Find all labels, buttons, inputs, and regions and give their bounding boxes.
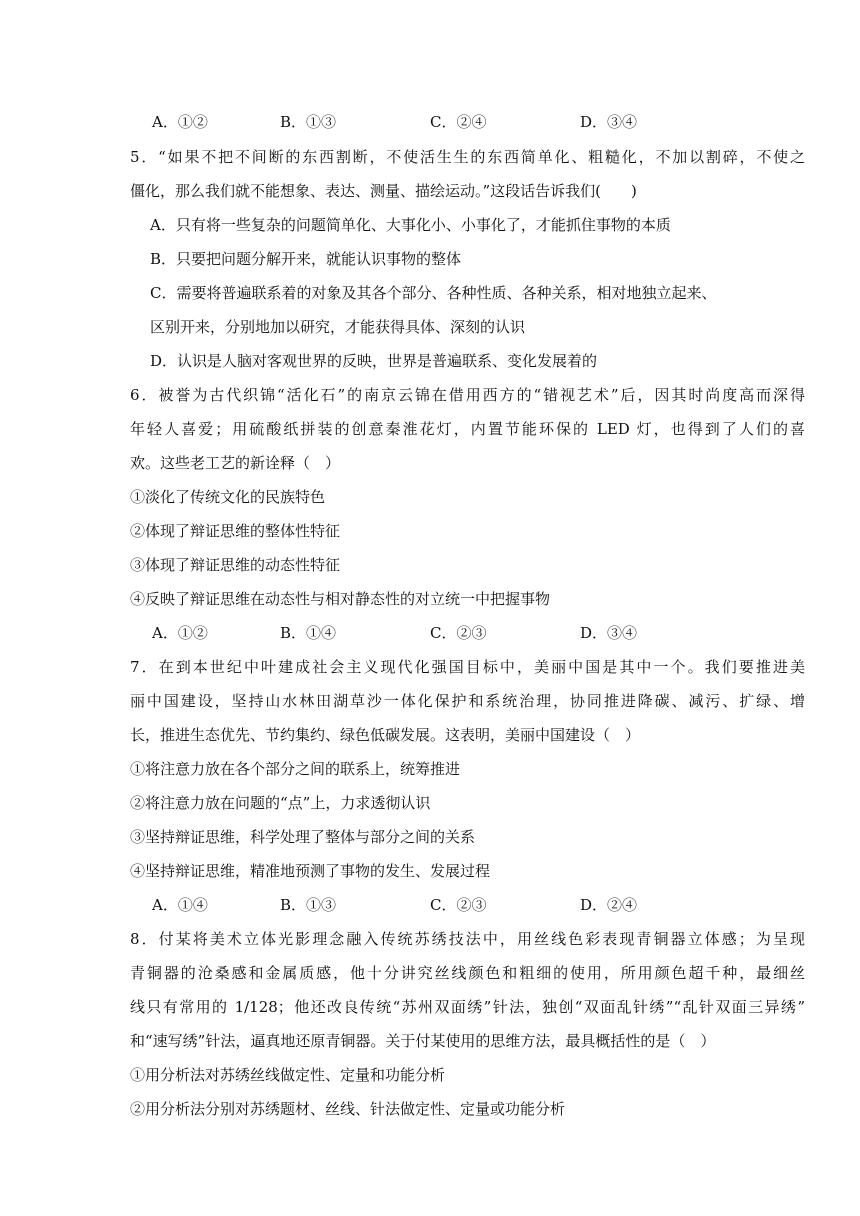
q6-option-d: D．③④ [580,624,638,642]
q4-option-a: A．①② [152,113,208,131]
q7-item-3: ③坚持辩证思维，科学处理了整体与部分之间的关系 [130,828,476,846]
q6-stem-line-2: 年轻人喜爱；用硫酸纸拼装的创意秦淮花灯，内置节能环保的 LED 灯，也得到了人们的喜 [130,420,805,438]
q7-option-b: B．①③ [280,896,337,914]
q6-item-3: ③体现了辩证思维的动态性特征 [130,556,341,574]
q7-stem-line-3: 长，推进生态优先、节约集约、绿色低碳发展。这表明，美丽中国建设（ ） [130,726,641,744]
q5-option-c: C．需要将普遍联系着的对象及其各个部分、各种性质、各种关系，相对地独立起来、 [150,284,717,302]
q6-stem-line-1: 6．被誉为古代织锦“活化石”的南京云锦在借用西方的“错视艺术”后，因其时尚度高而深得 [130,386,805,404]
q7-item-1: ①将注意力放在各个部分之间的联系上，统筹推进 [130,760,461,778]
q7-options [0,895,860,915]
q8-stem-line-1: 8．付某将美术立体光影理念融入传统苏绣技法中，用丝线色彩表现青铜器立体感；为呈现 [130,930,805,948]
q6-item-2: ②体现了辩证思维的整体性特征 [130,522,341,540]
q8-stem-line-2: 青铜器的沧桑感和金属质感，他十分讲究丝线颜色和粗细的使用，所用颜色超千种，最细丝 [130,964,805,982]
q4-options [0,112,860,132]
q7-option-c: C．②③ [430,896,487,914]
q6-options [0,623,860,643]
q7-option-d: D．②④ [580,896,638,914]
q6-option-c: C．②③ [430,624,487,642]
q5-stem-line-1: 5．“如果不把不间断的东西割断，不使活生生的东西简单化、粗糙化，不加以割碎，不使之 [130,148,805,166]
q6-option-a: A．①② [152,624,208,642]
q6-item-1: ①淡化了传统文化的民族特色 [130,488,326,506]
q5-option-a: A．只有将一些复杂的问题简单化、大事化小、小事化了，才能抓住事物的本质 [150,216,671,234]
q8-stem-line-4: 和“速写绣”针法，逼真地还原青铜器。关于付某使用的思维方法，最具概括性的是（ ） [130,1032,716,1050]
q5-option-b: B．只要把问题分解开来，就能认识事物的整体 [150,250,462,268]
q8-item-2: ②用分析法分别对苏绣题材、丝线、针法做定性、定量或功能分析 [130,1100,566,1118]
q4-option-b: B．①③ [280,113,337,131]
q4-option-d: D．③④ [580,113,638,131]
q5-option-c-continued: 区别开来，分别地加以研究，才能获得具体、深刻的认识 [150,318,526,336]
q7-option-a: A．①④ [152,896,208,914]
q7-item-2: ②将注意力放在问题的“点”上，力求透彻认识 [130,794,431,812]
q6-item-4: ④反映了辩证思维在动态性与相对静态性的对立统一中把握事物 [130,590,551,608]
q5-stem-line-2: 僵化，那么我们就不能想象、表达、测量、描绘运动。”这段话告诉我们( ) [130,182,637,200]
q6-stem-line-3: 欢。这些老工艺的新诠释（ ） [130,454,341,472]
q7-stem-line-1: 7．在到本世纪中叶建成社会主义现代化强国目标中，美丽中国是其中一个。我们要推进美 [130,658,805,676]
q7-item-4: ④坚持辩证思维，精准地预测了事物的发生、发展过程 [130,862,491,880]
q4-option-c: C．②④ [430,113,487,131]
q7-stem-line-2: 丽中国建设，坚持山水林田湖草沙一体化保护和系统治理，协同推进降碳、减污、扩绿、增 [130,692,805,710]
q6-option-b: B．①④ [280,624,337,642]
q8-stem-line-3: 线只有常用的 1/128；他还改良传统“苏州双面绣”针法，独创“双面乱针绣”“乱针双面三异绣” [130,998,805,1016]
q5-option-d: D．认识是人脑对客观世界的反映，世界是普遍联系、变化发展着的 [150,352,598,370]
q8-item-1: ①用分析法对苏绣丝线做定性、定量和功能分析 [130,1066,446,1084]
